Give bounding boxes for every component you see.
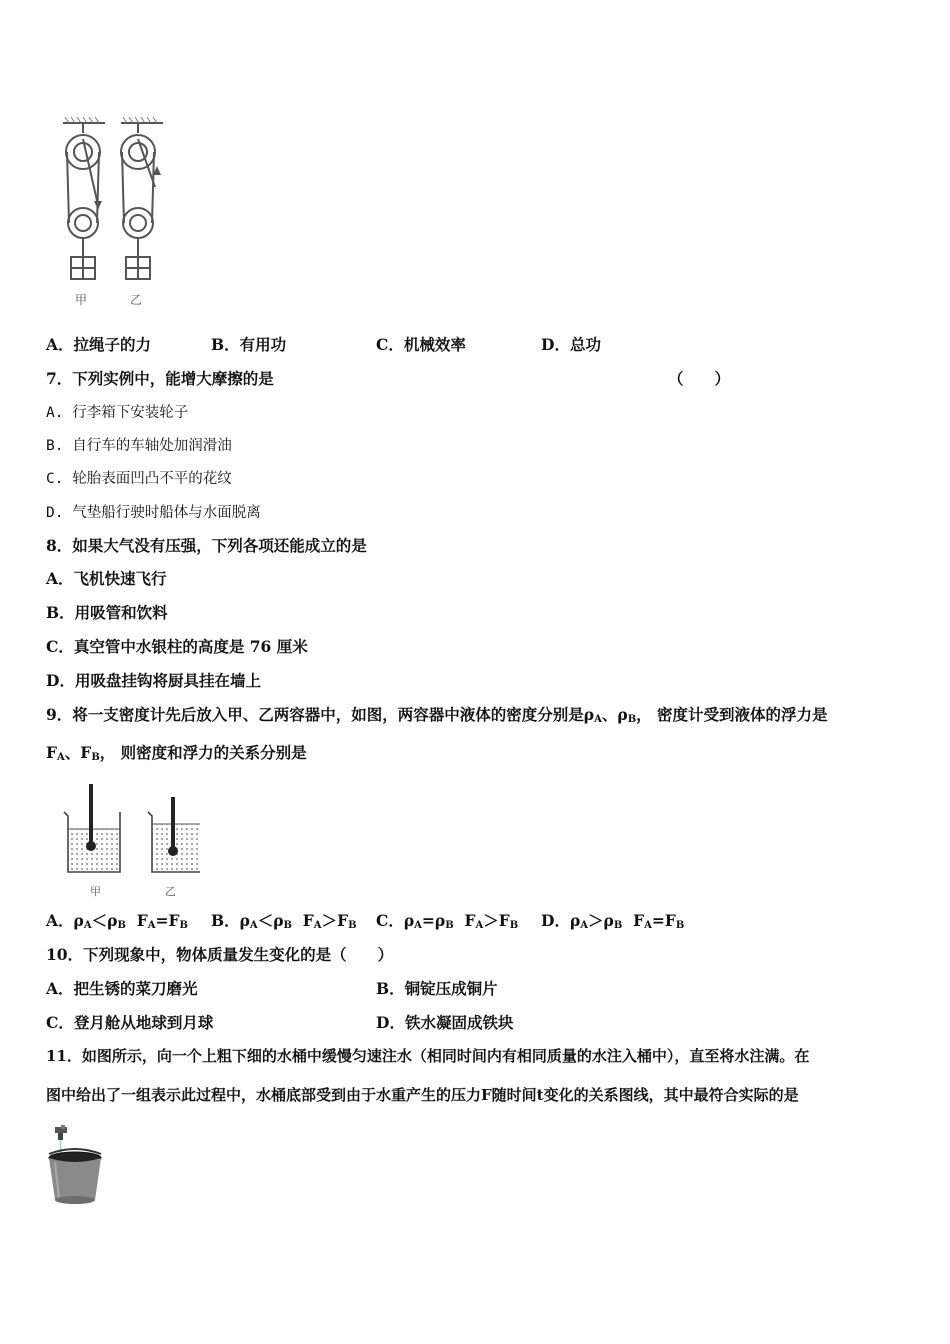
q10-stem: 10．下列现象中，物体质量发生变化的是（ ） — [46, 945, 394, 964]
q9-option-a[interactable]: A．$\rho_A<\rho_B$ $F_A=F_B$ — [46, 911, 188, 931]
q10-option-d[interactable]: D．铁水凝固成铁块 — [376, 1013, 514, 1032]
q6-option-b[interactable]: B．有用功 — [211, 335, 287, 354]
q9-fig-label-jia: 甲 — [90, 885, 101, 898]
q7-answer-bracket: （ ） — [668, 369, 731, 388]
q6-fig-label-jia: 甲 — [75, 293, 88, 307]
q11-stem-line2: 图中给出了一组表示此过程中，水桶底部受到由于水重产生的压力F随时间t变化的关系图线，其中最符合实际的是 — [46, 1086, 799, 1104]
q6-option-c[interactable]: C．机械效率 — [376, 335, 466, 354]
q9-option-c[interactable]: C．$\rho_A=\rho_B$ $F_A>F_B$ — [376, 911, 519, 931]
q7-option-b[interactable]: B. 自行车的车轴处加润滑油 — [46, 438, 232, 454]
q10-option-c[interactable]: C．登月舱从地球到月球 — [46, 1013, 214, 1032]
q10-option-b[interactable]: B．铜锭压成铜片 — [376, 979, 498, 998]
bucket-faucet-figure — [45, 1124, 105, 1206]
q7-stem: 7．下列实例中，能增大摩擦的是 — [46, 369, 274, 388]
q8-stem: 8．如果大气没有压强，下列各项还能成立的是 — [46, 536, 367, 555]
q8-option-a[interactable]: A．飞机快速飞行 — [46, 569, 167, 588]
q8-option-d[interactable]: D．用吸盘挂钩将厨具挂在墙上 — [46, 671, 261, 690]
q11-stem-line1: 11．如图所示，向一个上粗下细的水桶中缓慢匀速注水（相同时间内有相同质量的水注入桶中），直至将水注满。在 — [46, 1047, 810, 1065]
hydrometer-beakers-figure — [60, 782, 200, 882]
q9-fig-label-yi: 乙 — [165, 885, 176, 898]
q6-option-d[interactable]: D．总功 — [541, 335, 601, 354]
q9-option-d[interactable]: D．$\rho_A>\rho_B$ $F_A=F_B$ — [541, 911, 685, 931]
q7-option-d[interactable]: D. 气垫船行驶时船体与水面脱离 — [46, 505, 261, 521]
q9-option-b[interactable]: B．$\rho_A<\rho_B$ $F_A>F_B$ — [211, 911, 357, 931]
q9-stem-line2: $F_A$、$F_B$， 则密度和浮力的关系分别是 — [46, 743, 307, 763]
q6-fig-label-yi: 乙 — [130, 293, 143, 307]
q7-option-a[interactable]: A. 行李箱下安装轮子 — [46, 405, 189, 421]
pulley-figure — [58, 117, 173, 312]
q9-stem-line1: 9．将一支密度计先后放入甲、乙两容器中，如图，两容器中液体的密度分别是$\rho_A$、$\rho_B$， 密度计受到液体的浮力是 — [46, 705, 828, 725]
q8-option-c[interactable]: C．真空管中水银柱的高度是 76 厘米 — [46, 637, 308, 656]
q10-option-a[interactable]: A．把生锈的菜刀磨光 — [46, 979, 198, 998]
q6-option-a[interactable]: A．拉绳子的力 — [46, 335, 152, 354]
q7-option-c[interactable]: C. 轮胎表面凹凸不平的花纹 — [46, 471, 232, 487]
q8-option-b[interactable]: B．用吸管和饮料 — [46, 603, 168, 622]
